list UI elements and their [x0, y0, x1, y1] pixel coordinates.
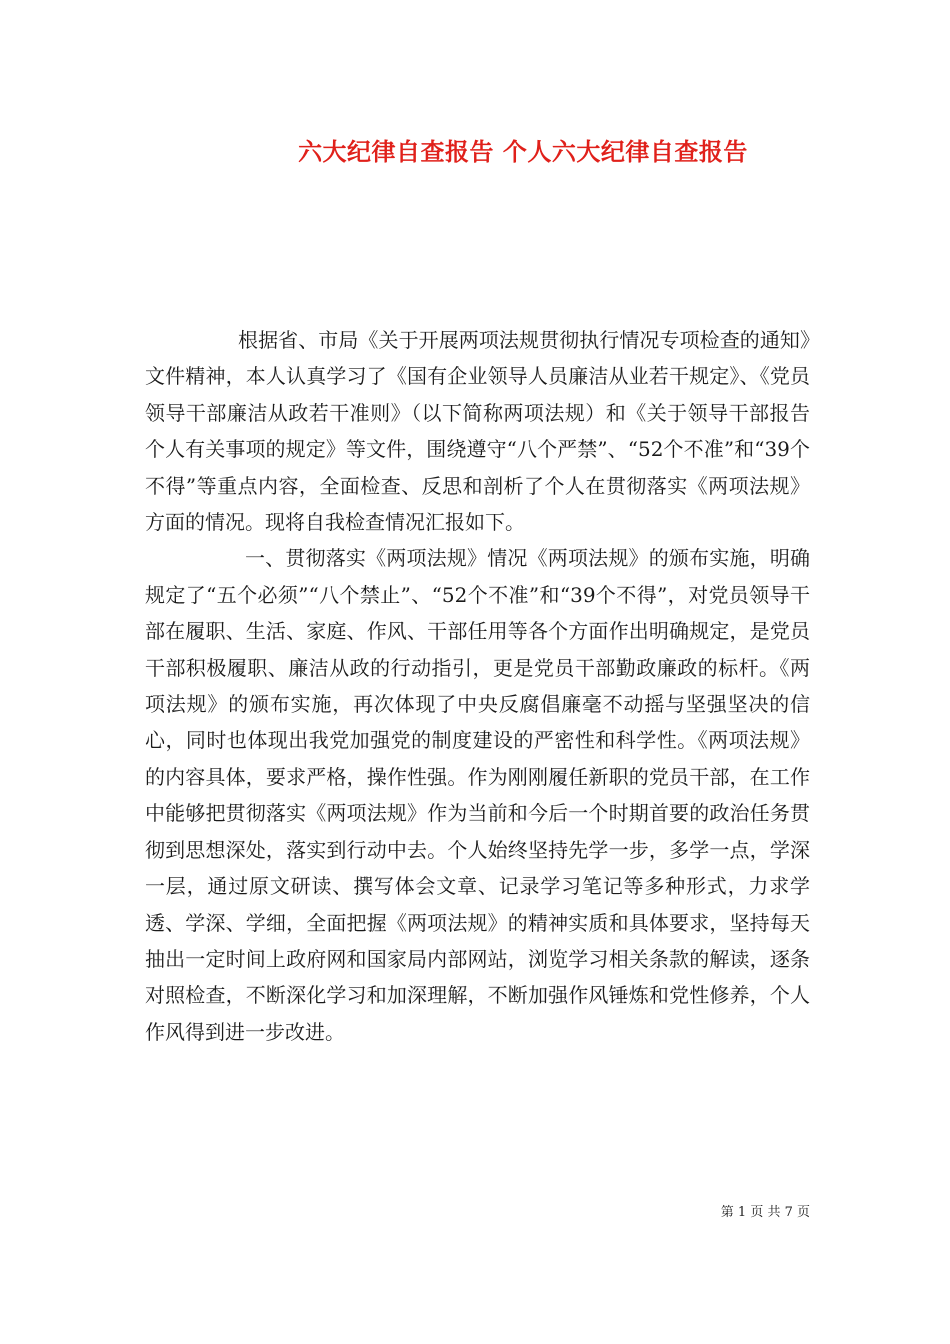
page-number-footer: 第 1 页 共 7 页 [720, 1205, 810, 1220]
paragraph-intro: 根据省、市局《关于开展两项法规贯彻执行情况专项检查的通知》文件精神，本人认真学习了《国有企业领导人员廉洁从业若干规定》、《党员领导干部廉洁从政若干准则》（以下简称两项法规）和《关于领导干部报告个人有关事项的规定》等文件，围绕遵守“八个严禁”、“52个不准”和“39个不得”等重点内容，全面检查、反思和剖析了个人在贯彻落实《两项法规》方面的情况。现将自我检查情况汇报如下。 [145, 328, 810, 535]
document-title: 六大纪律自查报告 个人六大纪律自查报告 [298, 137, 748, 166]
document-body [145, 322, 810, 1050]
paragraph-section-one: 一、贯彻落实《两项法规》情况《两项法规》的颁布实施，明确规定了“五个必须”“八个禁止”、“52个不准”和“39个不得”，对党员领导干部在履职、生活、家庭、作风、干部任用等各个方面作出明确规定，是党员干部积极履职、廉洁从政的行动指引，更是党员干部勤政廉政的标杆。《两项法规》的颁布实施，再次体现了中央反腐倡廉毫不动摇与坚强坚决的信心，同时也体现出我党加强党的制度建设的严密性和科学性。《两项法规》的内容具体，要求严格，操作性强。作为刚刚履任新职的党员干部，在工作中能够把贯彻落实《两项法规》作为当前和今后一个时期首要的政治任务贯彻到思想深处，落实到行动中去。个人始终坚持先学一步，多学一点，学深一层，通过原文研读、撰写体会文章、记录学习笔记等多种形式，力求学透、学深、学细，全面把握《两项法规》的精神实质和具体要求，坚持每天抽出一定时间上政府网和国家局内部网站，浏览学习相关条款的解读，逐条对照检查，不断深化学习和加深理解，不断加强作风锤炼和党性修养，个人作风得到进一步改进。 [145, 546, 810, 1044]
